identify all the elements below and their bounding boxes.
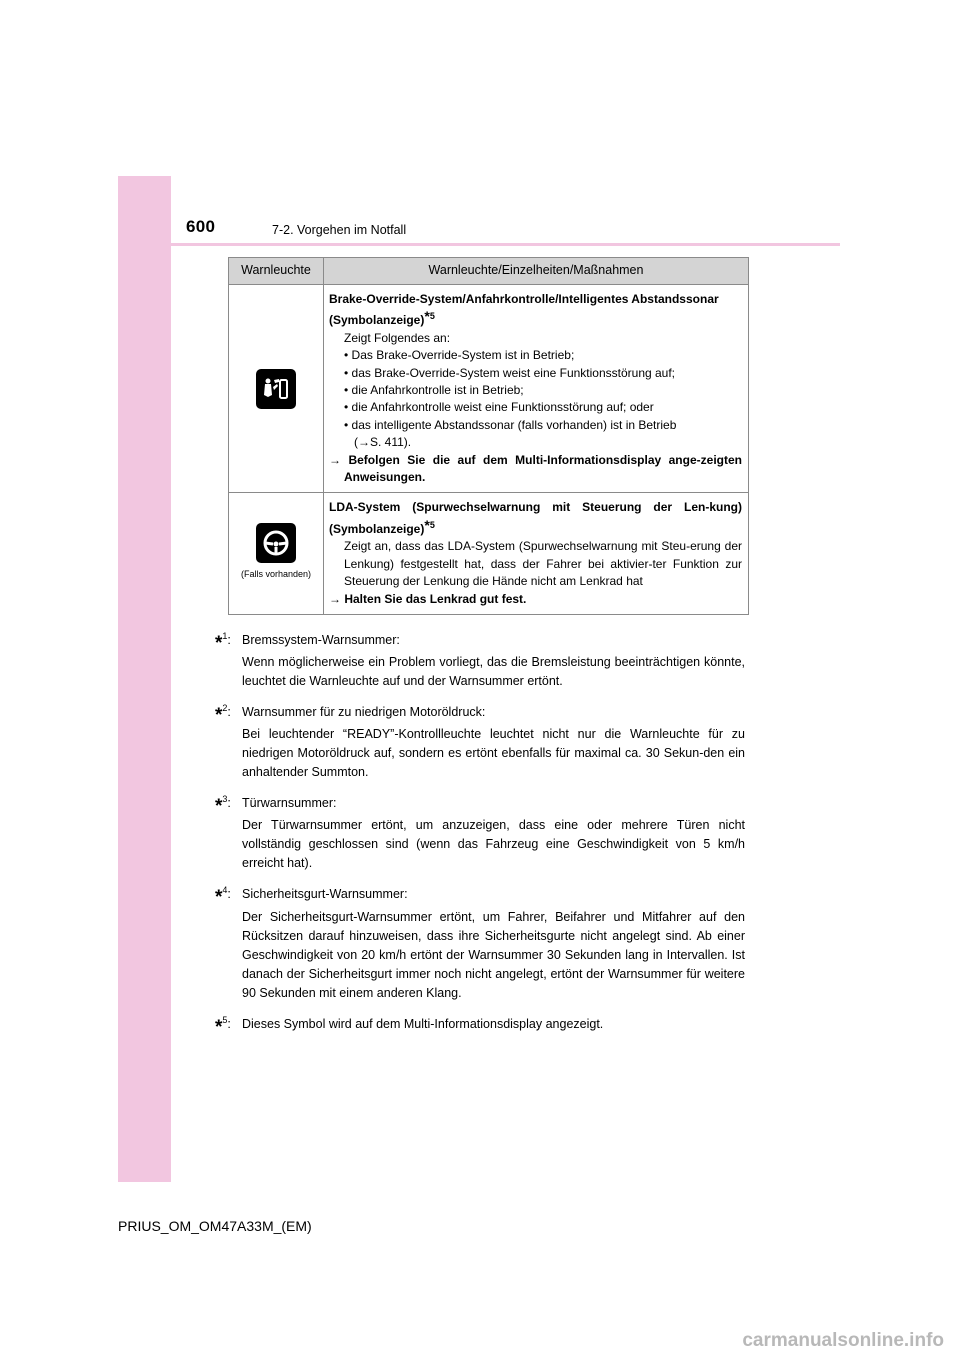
- list-item: • die Anfahrkontrolle ist in Betrieb;: [344, 383, 524, 398]
- brake-override-icon: [256, 369, 296, 409]
- section-title: 7-2. Vorgehen im Notfall: [272, 223, 407, 237]
- icon-cell: [229, 285, 324, 493]
- footnote: [215, 1011, 745, 1037]
- footnote-title: Dieses Symbol wird auf dem Multi-Informationsdisplay angezeigt.: [242, 1016, 604, 1031]
- footnote-mark: *$^1$:: [215, 631, 231, 655]
- footnote: [215, 627, 745, 691]
- header-rule: [118, 243, 840, 246]
- warning-table: [228, 257, 749, 615]
- footnote-title: Türwarnsummer:: [242, 796, 337, 811]
- watermark: carmanualsonline.info: [742, 1330, 944, 1351]
- footnote-mark: *$^5$:: [215, 1014, 231, 1038]
- description-cell: [324, 493, 749, 614]
- footnote-body: Wenn möglicherweise ein Problem vorliegt, das die Bremsleistung beeinträchtigen könnte, leuchtet die Warnleuchte auf und der Warnsummer ertönt.: [242, 655, 745, 689]
- table-row: [229, 493, 749, 614]
- list-item: • Das Brake-Override-System ist in Betrieb;: [344, 348, 575, 363]
- action-instruction: → Halten Sie das Lenkrad gut fest.: [329, 591, 527, 606]
- list-item: • die Anfahrkontrolle weist eine Funktionsstörung auf; oder: [344, 400, 654, 415]
- icon-cell: [229, 493, 324, 614]
- row-description: Zeigt an, dass das LDA-System (Spurwechselwarnung mit Steu-erung der Lenkung) festgestellt hat, dass der Fahrer bei aktivier-ter Funktion zur Steuerung der Lenkung die Hände nicht am Lenkrad hat: [344, 539, 742, 589]
- footnote-title: Bremssystem-Warnsummer:: [242, 633, 400, 648]
- footnote-body: Bei leuchtender “READY”-Kontrollleuchte leuchtet nicht nur die Warnleuchte für zu niedrigen Motoröldruck auf, sondern es ertönt ebenfalls für maximal ca. 30 Sekun-den ein anhaltender Summton.: [242, 727, 745, 780]
- footnotes: [215, 627, 745, 1045]
- footnote-mark: *$^4$:: [215, 885, 231, 909]
- row-title: LDA-System (Spurwechselwarnung mit Steuerung der Len-kung) (Symbolanzeige)*$^5$: [329, 500, 742, 536]
- column-header-warnleuchte: Warnleuchte: [229, 258, 324, 285]
- footnote: [215, 881, 745, 1002]
- description-cell: [324, 285, 749, 493]
- action-instruction: → Befolgen Sie die auf dem Multi-Informationsdisplay ange-zeigten Anweisungen.: [329, 452, 742, 485]
- list-item: • das intelligente Abstandssonar (falls vorhanden) ist in Betrieb: [344, 417, 677, 432]
- table-row: [229, 285, 749, 493]
- side-color-band: [118, 176, 171, 1182]
- footnote: [215, 790, 745, 873]
- footnote-mark: *$^3$:: [215, 794, 231, 818]
- icon-note: (Falls vorhanden): [240, 569, 312, 580]
- footnote-body: Der Türwarnsummer ertönt, um anzuzeigen, dass eine oder mehrere Türen nicht vollständig geschlossen sind (wenn das Fahrzeug eine Geschwindigkeit von 5 km/h erreicht hat).: [242, 818, 745, 871]
- footnote-body: Der Sicherheitsgurt-Warnsummer ertönt, um Fahrer, Beifahrer und Mitfahrer auf den Rücksitzen darauf hinzuweisen, dass ihre Sicherheitsgurte nicht angelegt sind. Ab einer Geschwindigkeit von 20 km/h ertönt der Warnsummer 30 Sekunden lang in Intervallen. Ist danach der Sicherheitsgurt immer noch nicht angelegt, ertönt der Warnsummer für weitere 90 Sekunden mit einem anderen Klang.: [242, 909, 745, 1000]
- footnote-title: Sicherheitsgurt-Warnsummer:: [242, 887, 408, 902]
- column-header-details: Warnleuchte/Einzelheiten/Maßnahmen: [324, 258, 749, 285]
- document-code: PRIUS_OM_OM47A33M_(EM): [118, 1218, 312, 1234]
- table-header-row: [229, 258, 749, 285]
- footnote: [215, 699, 745, 782]
- list-item: • das Brake-Override-System weist eine Funktionsstörung auf;: [344, 365, 676, 380]
- footnote-title: Warnsummer für zu niedrigen Motoröldruck:: [242, 705, 486, 720]
- row-intro: Zeigt Folgendes an:: [344, 330, 451, 345]
- row-title: Brake-Override-System/Anfahrkontrolle/Intelligentes Abstandssonar (Symbolanzeige)*$^5$: [329, 292, 719, 328]
- lda-steering-wheel-icon: [256, 523, 296, 563]
- page-reference: (→S. 411).: [354, 435, 412, 450]
- page-number: 600: [186, 217, 216, 236]
- footnote-mark: *$^2$:: [215, 703, 231, 727]
